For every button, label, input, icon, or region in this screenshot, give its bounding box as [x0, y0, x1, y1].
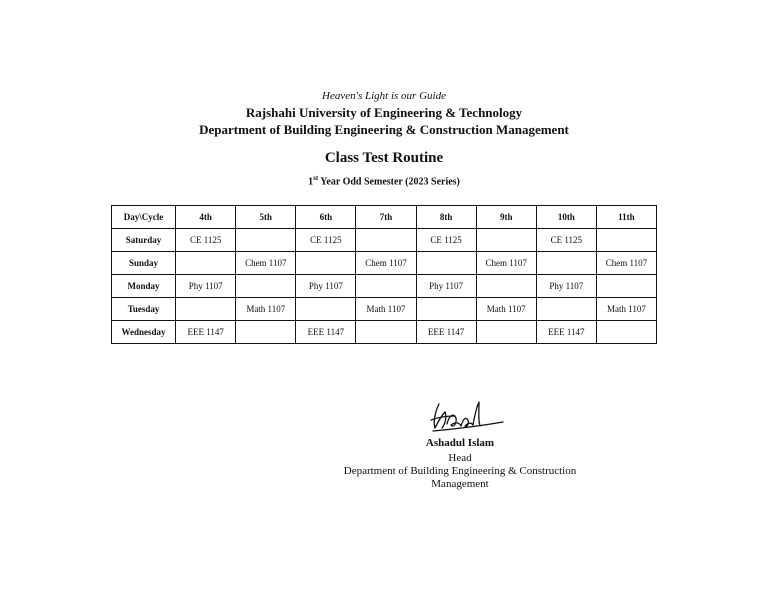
table-cell	[596, 275, 656, 298]
table-cell	[596, 229, 656, 252]
table-cell: EEE 1147	[536, 321, 596, 344]
table-cell: Chem 1107	[356, 252, 416, 275]
column-header: 11th	[596, 206, 656, 229]
table-row	[112, 229, 657, 252]
table-cell: Phy 1107	[416, 275, 476, 298]
column-header: Day\Cycle	[112, 206, 176, 229]
table-cell: EEE 1147	[296, 321, 356, 344]
column-header: 10th	[536, 206, 596, 229]
column-header: 5th	[236, 206, 296, 229]
table-cell	[356, 229, 416, 252]
table-cell: Phy 1107	[296, 275, 356, 298]
table-cell	[536, 298, 596, 321]
table-cell	[176, 298, 236, 321]
table-cell: Chem 1107	[236, 252, 296, 275]
table-cell	[476, 229, 536, 252]
table-cell: Phy 1107	[536, 275, 596, 298]
table-cell	[596, 321, 656, 344]
routine-table	[111, 205, 657, 344]
table-cell: EEE 1147	[416, 321, 476, 344]
column-header: 7th	[356, 206, 416, 229]
column-header: 9th	[476, 206, 536, 229]
document-subtitle	[0, 174, 768, 187]
column-header: 6th	[296, 206, 356, 229]
table-cell: EEE 1147	[176, 321, 236, 344]
table-row	[112, 275, 657, 298]
department-name: Department of Building Engineering & Construction Management	[199, 122, 569, 137]
table-cell	[296, 298, 356, 321]
table-cell	[536, 252, 596, 275]
table-cell	[476, 321, 536, 344]
university-name: Rajshahi University of Engineering & Technology	[245, 105, 523, 120]
table-cell	[356, 321, 416, 344]
header-row	[112, 206, 657, 229]
table-cell: Phy 1107	[176, 275, 236, 298]
table-cell: Math 1107	[236, 298, 296, 321]
motto: Heaven's Light is our Guide	[322, 90, 446, 102]
table-cell: Math 1107	[596, 298, 656, 321]
table-cell: Chem 1107	[476, 252, 536, 275]
day-cell: Saturday	[112, 229, 176, 252]
column-header: 4th	[176, 206, 236, 229]
table-cell: Math 1107	[476, 298, 536, 321]
day-cell: Sunday	[112, 252, 176, 275]
table-cell	[476, 275, 536, 298]
table-cell: Math 1107	[356, 298, 416, 321]
signatory-department-line: Management	[431, 478, 489, 490]
signatory-department-line: Department of Building Engineering & Construction	[343, 465, 577, 477]
table-cell	[236, 275, 296, 298]
table-row	[112, 298, 657, 321]
table-cell: CE 1125	[296, 229, 356, 252]
table-cell	[416, 298, 476, 321]
column-header: 8th	[416, 206, 476, 229]
table-cell	[356, 275, 416, 298]
table-cell	[236, 321, 296, 344]
table-cell: CE 1125	[176, 229, 236, 252]
table-cell: Chem 1107	[596, 252, 656, 275]
day-cell: Tuesday	[112, 298, 176, 321]
table-cell	[176, 252, 236, 275]
subtitle-text: Year Odd Semester (2023 Series)	[318, 176, 460, 188]
document-title: Class Test Routine	[324, 150, 444, 166]
table-row	[112, 252, 657, 275]
day-cell: Wednesday	[112, 321, 176, 344]
day-cell: Monday	[112, 275, 176, 298]
table-cell	[236, 229, 296, 252]
subtitle-ordinal-suffix: st	[313, 174, 319, 182]
subtitle-ordinal: 1	[308, 176, 314, 188]
signatory-name: Ashadul Islam	[425, 437, 495, 449]
table-row	[112, 321, 657, 344]
signature-image	[425, 398, 507, 436]
table-cell: CE 1125	[416, 229, 476, 252]
signatory-department	[340, 465, 580, 491]
signatory-role: Head	[448, 452, 472, 464]
table-cell: CE 1125	[536, 229, 596, 252]
table-cell	[416, 252, 476, 275]
table-cell	[296, 252, 356, 275]
